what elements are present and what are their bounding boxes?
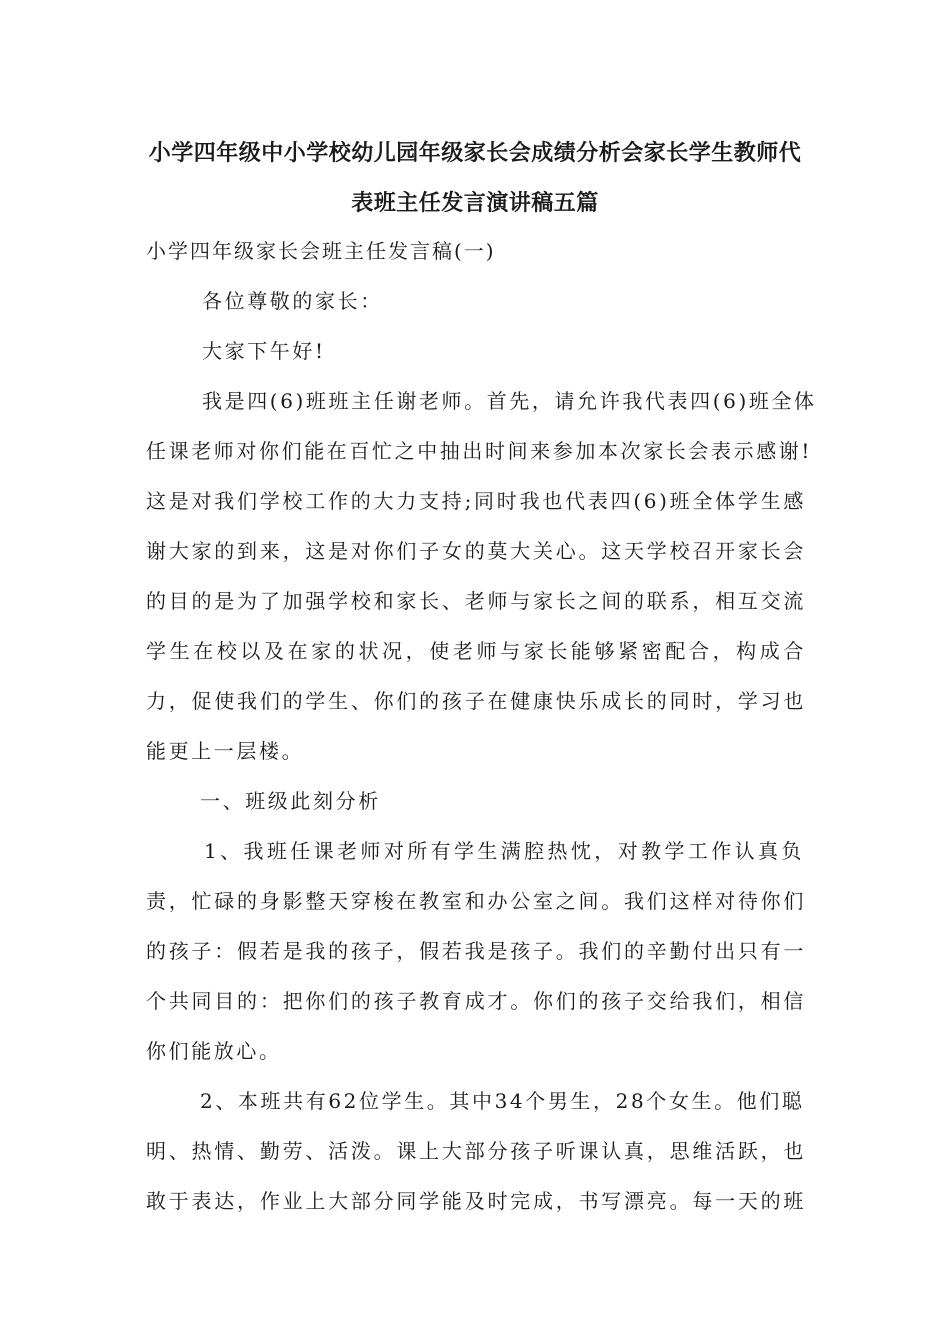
paragraph-line: 1、我班任课老师对所有学生满腔热忱，对教学工作认真负	[204, 839, 804, 863]
paragraph-line: 学生在校以及在家的状况，使老师与家长能够紧密配合，构成合	[146, 639, 806, 663]
paragraph-line: 敢于表达，作业上大部分同学能及时完成，书写漂亮。每一天的班	[146, 1189, 806, 1213]
paragraph-line: 明、热情、勤劳、活泼。课上大部分孩子听课认真，思维活跃，也	[146, 1139, 806, 1163]
paragraph-line: 的目的是为了加强学校和家长、老师与家长之间的联系，相互交流	[146, 589, 806, 613]
paragraph-line: 的孩子：假若是我的孩子，假若我是孩子。我们的辛勤付出只有一	[146, 939, 806, 963]
paragraph-line: 我是四(6)班班主任谢老师。首先，请允许我代表四(6)班全体	[202, 389, 817, 413]
document-title-line-1: 小学四年级中小学校幼儿园年级家长会成绩分析会家长学生教师代	[148, 141, 802, 166]
paragraph-line: 你们能放心。	[146, 1039, 282, 1063]
paragraph-line: 责，忙碌的身影整天穿梭在教室和办公室之间。我们这样对待你们	[146, 889, 806, 913]
paragraph-line: 这是对我们学校工作的大力支持;同时我也代表四(6)班全体学生感	[146, 489, 806, 513]
paragraph-line: 个共同目的：把你们的孩子教育成才。你们的孩子交给我们，相信	[146, 989, 806, 1013]
hello-line: 大家下午好!	[202, 339, 326, 363]
paragraph-line: 任课老师对你们能在百忙之中抽出时间来参加本次家长会表示感谢!	[146, 439, 813, 463]
paragraph-line: 谢大家的到来，这是对你们子女的莫大关心。这天学校召开家长会	[146, 539, 806, 563]
document-title-line-2: 表班主任发言演讲稿五篇	[351, 191, 599, 216]
greeting-line: 各位尊敬的家长：	[202, 289, 383, 313]
paragraph-line: 能更上一层楼。	[146, 739, 305, 763]
speech-subtitle: 小学四年级家长会班主任发言稿(一)	[146, 239, 496, 263]
section-heading: 一、班级此刻分析	[200, 789, 381, 813]
paragraph-line: 2、本班共有62位学生。其中34个男生，28个女生。他们聪	[200, 1089, 805, 1113]
paragraph-line: 力，促使我们的学生、你们的孩子在健康快乐成长的同时，学习也	[146, 689, 806, 713]
